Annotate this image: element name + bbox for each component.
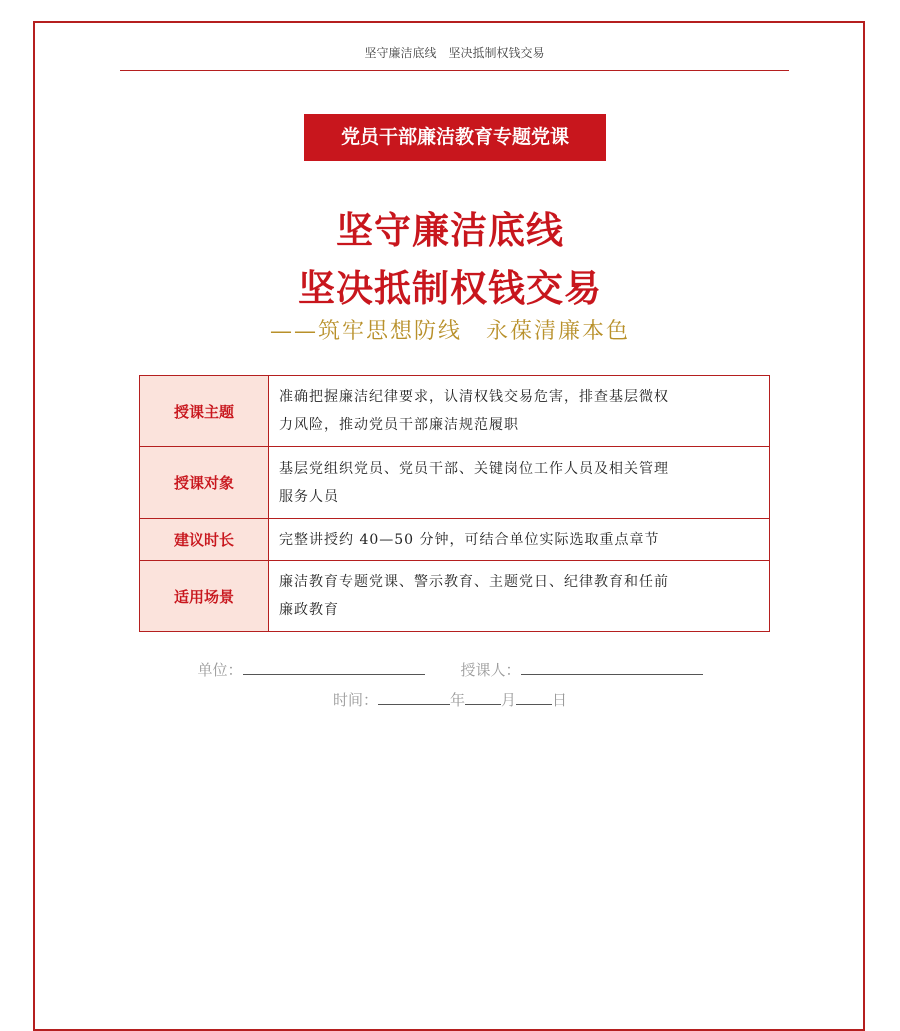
footer-date-line xyxy=(0,688,900,710)
topic-value-line: 力风险，推动党员干部廉洁规范履职 xyxy=(279,417,519,433)
unit-blank[interactable] xyxy=(243,658,425,675)
topic-value xyxy=(269,376,770,447)
footer-signature-line xyxy=(0,658,900,680)
duration-value-line: 完整讲授约 40—50 分钟，可结合单位实际选取重点章节 xyxy=(279,531,660,548)
header-divider xyxy=(120,70,789,71)
topic-value-line: 准确把握廉洁纪律要求，认清权钱交易危害，排查基层微权 xyxy=(279,389,669,405)
course-badge: 党员干部廉洁教育专题党课 xyxy=(304,114,606,161)
teacher-blank[interactable] xyxy=(521,658,703,675)
scenario-value-line: 廉政教育 xyxy=(279,602,339,618)
document-title-line-2: 坚决抵制权钱交易 xyxy=(298,267,602,310)
day-label: 日 xyxy=(552,691,568,709)
table-row-scenario xyxy=(140,561,770,632)
month-label: 月 xyxy=(501,691,517,709)
duration-value xyxy=(269,519,770,561)
duration-label: 建议时长 xyxy=(140,519,269,561)
scenario-value xyxy=(269,561,770,632)
audience-value xyxy=(269,447,770,519)
document-title-line-1: 坚守廉洁底线 xyxy=(336,209,564,252)
scenario-value-line: 廉洁教育专题党课、警示教育、主题党日、纪律教育和任前 xyxy=(279,574,669,590)
running-header: 坚守廉洁底线 坚决抵制权钱交易 xyxy=(364,46,545,60)
document-subtitle: ——筑牢思想防线 永葆清廉本色 xyxy=(269,319,630,344)
table-row-topic xyxy=(140,376,770,447)
time-label: 时间： xyxy=(332,691,378,709)
audience-label: 授课对象 xyxy=(140,447,269,519)
topic-label: 授课主题 xyxy=(140,376,269,447)
course-info-table xyxy=(139,375,770,632)
year-blank[interactable] xyxy=(378,688,450,705)
audience-value-line: 基层党组织党员、党员干部、关键岗位工作人员及相关管理 xyxy=(279,460,669,477)
month-blank[interactable] xyxy=(465,688,501,705)
unit-label: 单位： xyxy=(197,661,243,679)
teacher-label: 授课人： xyxy=(460,661,521,679)
table-row-audience xyxy=(140,447,770,519)
audience-value-line: 服务人员 xyxy=(279,488,339,505)
scenario-label: 适用场景 xyxy=(140,561,269,632)
day-blank[interactable] xyxy=(516,688,552,705)
year-label: 年 xyxy=(449,691,465,709)
table-row-duration xyxy=(140,519,770,561)
